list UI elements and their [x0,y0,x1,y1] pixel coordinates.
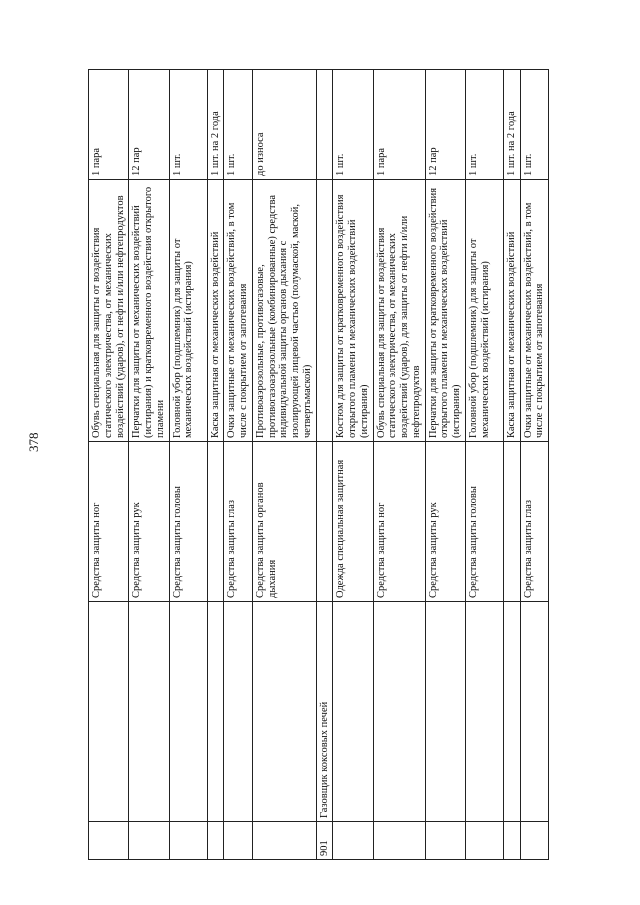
issue-norm-cell: 12 пар [129,70,169,180]
table-row [316,70,333,860]
table-row [373,70,425,860]
issue-norm-cell: 1 пара [89,70,129,180]
ppe-description-cell: Костюм для защиты от кратковременного воздействия открытого пламени и механических воздействий (истирания) [333,180,373,442]
table-row [425,70,465,860]
ppe-type-cell: Средства защиты рук [129,442,169,602]
profession-cell [503,602,520,822]
issue-norm-cell [316,70,333,180]
page-number: 378 [26,432,41,452]
issue-norm-cell: 1 шт. на 2 года [207,70,224,180]
ppe-type-cell: Средства защиты глаз [224,442,253,602]
ppe-description-cell: Обувь специальная для защиты от воздействия статического электричества, от механических воздействий (ударов), для защиты от нефти и/или нефтепродуктов [373,180,425,442]
row-number [89,822,129,860]
ppe-description-cell: Перчатки для защиты от механических воздействий (истирания) и кратковременного воздействия открытого пламени [129,180,169,442]
ppe-description-cell: Головной убор (подшлемник) для защиты от механических воздействий (истирания) [169,180,207,442]
ppe-table-container [88,70,549,860]
ppe-description-cell: Противоаэрозольные, противогазовые, противогазоаэрозольные (комбинированные) средства индивидуальной защиты органов дыхания с изолирующей лицевой частью (полумаской, маской, четвертьмаской) [252,180,316,442]
profession-cell [465,602,503,822]
table-row [169,70,207,860]
table-row [520,70,549,860]
profession-cell [373,602,425,822]
profession-cell [252,602,316,822]
ppe-type-cell: Средства защиты органов дыхания [252,442,316,602]
table-row [465,70,503,860]
ppe-table-body [89,70,549,860]
ppe-type-cell: Средства защиты головы [169,442,207,602]
ppe-description-cell: Очки защитные от механических воздействий, в том числе с покрытием от запотевания [520,180,549,442]
table-row [89,70,129,860]
ppe-type-cell: Одежда специальная защитная [333,442,373,602]
row-number [465,822,503,860]
row-number [224,822,253,860]
ppe-description-cell: Каска защитная от механических воздействий [503,180,520,442]
row-number [333,822,373,860]
row-number [425,822,465,860]
row-number [252,822,316,860]
issue-norm-cell: 1 шт. [169,70,207,180]
ppe-type-cell: Средства защиты ног [89,442,129,602]
profession-cell [89,602,129,822]
profession-cell [520,602,549,822]
table-row [252,70,316,860]
issue-norm-cell: 1 шт. на 2 года [503,70,520,180]
table-row [129,70,169,860]
profession-cell: Газовщик коксовых печей [316,602,333,822]
profession-cell [333,602,373,822]
row-number [520,822,549,860]
ppe-description-cell [316,180,333,442]
row-number [503,822,520,860]
ppe-description-cell: Перчатки для защиты от кратковременного воздействия открытого пламени и механических воздействий (истирания) [425,180,465,442]
issue-norm-cell: 1 пара [373,70,425,180]
issue-norm-cell: 12 пар [425,70,465,180]
row-number [169,822,207,860]
ppe-type-cell: Средства защиты ног [373,442,425,602]
ppe-type-cell [207,442,224,602]
profession-cell [224,602,253,822]
row-number [207,822,224,860]
profession-cell [425,602,465,822]
ppe-type-cell [316,442,333,602]
profession-cell [169,602,207,822]
ppe-type-cell: Средства защиты глаз [520,442,549,602]
row-number [373,822,425,860]
ppe-description-cell: Очки защитные от механических воздействий, в том числе с покрытием от запотевания [224,180,253,442]
profession-cell [207,602,224,822]
issue-norm-cell: 1 шт. [333,70,373,180]
issue-norm-cell: 1 шт. [465,70,503,180]
ppe-table [88,69,549,860]
table-row [503,70,520,860]
row-number [129,822,169,860]
table-row [224,70,253,860]
ppe-type-cell: Средства защиты рук [425,442,465,602]
ppe-description-cell: Каска защитная от механических воздействий [207,180,224,442]
ppe-description-cell: Головной убор (подшлемник) для защиты от механических воздействий (истирания) [465,180,503,442]
table-row [333,70,373,860]
issue-norm-cell: 1 шт. [520,70,549,180]
issue-norm-cell: 1 шт. [224,70,253,180]
table-row [207,70,224,860]
ppe-type-cell [503,442,520,602]
profession-cell [129,602,169,822]
issue-norm-cell: до износа [252,70,316,180]
ppe-description-cell: Обувь специальная для защиты от воздействия статического электричества, от механических воздействий (ударов), от нефти и/или нефтепродуктов [89,180,129,442]
ppe-type-cell: Средства защиты головы [465,442,503,602]
row-number: 901 [316,822,333,860]
